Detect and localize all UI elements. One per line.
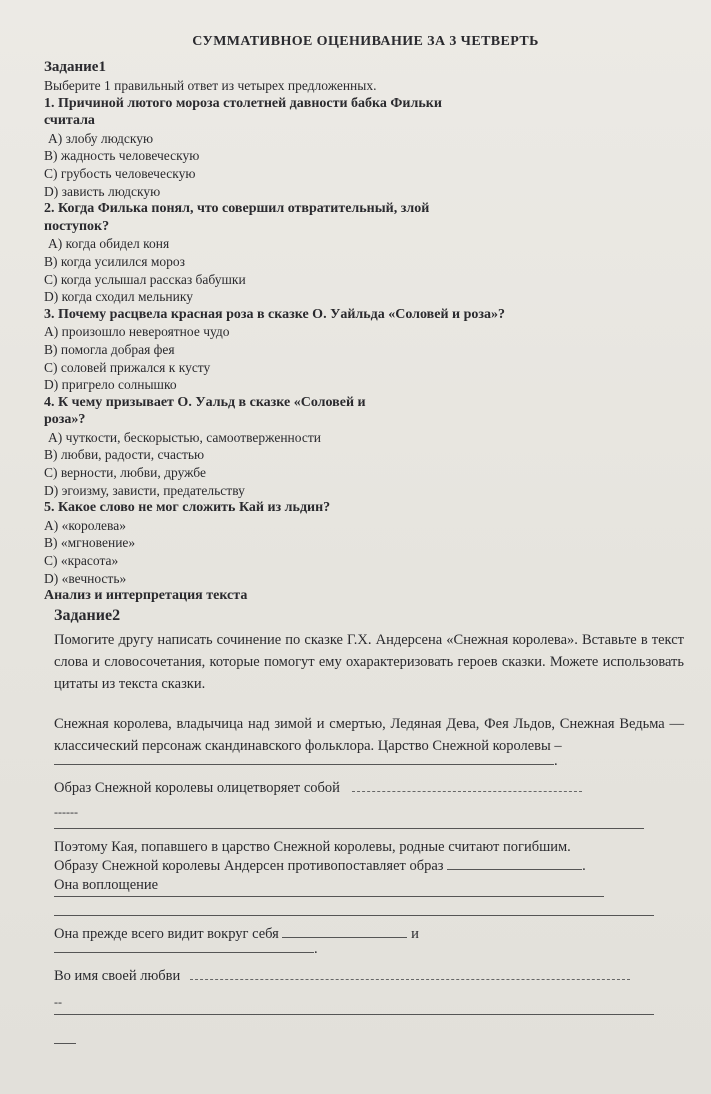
answer-option[interactable]: В) когда усилился мороз [44, 253, 185, 269]
answer-rule[interactable] [54, 1014, 654, 1015]
answer-option[interactable]: А) когда обидел коня [48, 236, 170, 252]
question-text: 5. Какое слово не мог сложить Кай из льдин? [44, 500, 331, 516]
answer-rule[interactable] [54, 915, 654, 916]
task2-text-1: Снежная королева, владычица над зимой и смертью, Ледяная Дева, Фея Льдов, Снежная Ведьма — классический персонаж скандинавского фольклора. Царство Снежной королевы – [54, 716, 684, 755]
answer-option[interactable]: С) когда услышал рассказ бабушки [44, 271, 246, 287]
question-text: 1. Причиной лютого мороза столетней давности бабка Фильки [44, 95, 442, 111]
task2-heading: Задание2 [54, 607, 121, 625]
answer-line-5 [54, 941, 687, 958]
answer-rule[interactable] [54, 828, 644, 829]
task1-instruction: Выберите 1 правильный ответ из четырех предложенных. [44, 78, 377, 93]
fill-in-blank[interactable] [190, 979, 630, 980]
answer-option[interactable]: А) «королева» [44, 517, 126, 533]
task2-intro: Помогите другу написать сочинение по сказке Г.Х. Андерсена «Снежная королева». Вставьте в текст слова и словосочетания, которые помогут ему охарактеризовать героев сказки. Можете использовать цитаты из текста сказки. [54, 632, 684, 693]
answer-option[interactable]: А) произошло невероятное чудо [44, 324, 230, 340]
task2-text-2: Образ Снежной королевы олицетворяет собой [54, 780, 340, 797]
answer-line-6 [54, 968, 687, 985]
task2-section [44, 607, 687, 1044]
fill-in-blank[interactable] [54, 764, 554, 765]
answer-option[interactable]: С) соловей прижался к кусту [44, 359, 211, 375]
answer-option[interactable]: С) верности, любви, дружбе [44, 465, 206, 481]
task2-text-5: Она воплощение [54, 877, 159, 894]
question-text: поступок? [44, 218, 110, 234]
question-text: считала [44, 113, 95, 129]
answer-option[interactable]: С) грубость человеческую [44, 165, 196, 181]
question-2 [44, 200, 687, 306]
question-1 [44, 95, 687, 201]
fill-in-blank[interactable] [54, 952, 314, 953]
task1-section [44, 58, 687, 587]
period: . [582, 858, 586, 875]
answer-line-2 [54, 780, 687, 797]
question-4 [44, 394, 687, 500]
question-text: 2. Когда Филька понял, что совершил отвратительный, злой [44, 201, 430, 217]
answer-option[interactable]: D) когда сходил мельнику [44, 289, 193, 305]
tiny-dashes: -- [54, 995, 62, 1010]
task2-text-4: Образу Снежной королевы Андерсен противопоставляет образ [54, 858, 444, 875]
answer-option[interactable]: А) злобу людскую [48, 130, 154, 146]
answer-option[interactable]: D) зависть людскую [44, 183, 161, 199]
task2-text-7: Во имя своей любви [54, 968, 181, 985]
question-3 [44, 306, 687, 394]
answer-rule[interactable] [54, 896, 604, 897]
short-dashes: ------ [54, 805, 78, 820]
answer-option[interactable]: В) жадность человеческую [44, 148, 200, 164]
section-title: Анализ и интерпретация текста [44, 588, 248, 604]
answer-rule[interactable] [54, 1043, 76, 1044]
page-title: СУММАТИВНОЕ ОЦЕНИВАНИЕ ЗА 3 ЧЕТВЕРТЬ [192, 34, 539, 49]
period: . [314, 941, 318, 958]
answer-option[interactable]: D) пригрело солнышко [44, 377, 177, 393]
question-text: 4. К чему призывает О. Уальд в сказке «Соловей и [44, 394, 366, 410]
fill-in-blank[interactable] [282, 937, 407, 938]
fill-in-blank[interactable] [352, 791, 582, 792]
answer-option[interactable]: D) «вечность» [44, 570, 127, 586]
and-word: и [411, 926, 419, 943]
answer-line-3 [54, 858, 687, 875]
answer-line-1[interactable] [54, 753, 687, 770]
answer-option[interactable]: С) «красота» [44, 553, 119, 569]
answer-option[interactable]: В) помогла добрая фея [44, 341, 175, 357]
task2-text-6: Она прежде всего видит вокруг себя [54, 926, 279, 943]
fill-in-blank[interactable] [447, 869, 582, 870]
question-5 [44, 499, 687, 587]
answer-option[interactable]: В) «мгновение» [44, 535, 136, 551]
period: . [554, 753, 558, 770]
task1-heading: Задание1 [44, 59, 106, 75]
answer-option[interactable]: В) любви, радости, счастью [44, 447, 205, 463]
question-text: роза»? [44, 412, 86, 428]
answer-option[interactable]: А) чуткости, бескорыстью, самоотверженности [48, 429, 321, 445]
task2-text-3: Поэтому Кая, попавшего в царство Снежной королевы, родные считают погибшим. [54, 839, 571, 856]
answer-option[interactable]: D) эгоизму, зависти, предательству [44, 482, 245, 498]
question-text: 3. Почему расцвела красная роза в сказке О. Уайльда «Соловей и роза»? [44, 306, 505, 322]
